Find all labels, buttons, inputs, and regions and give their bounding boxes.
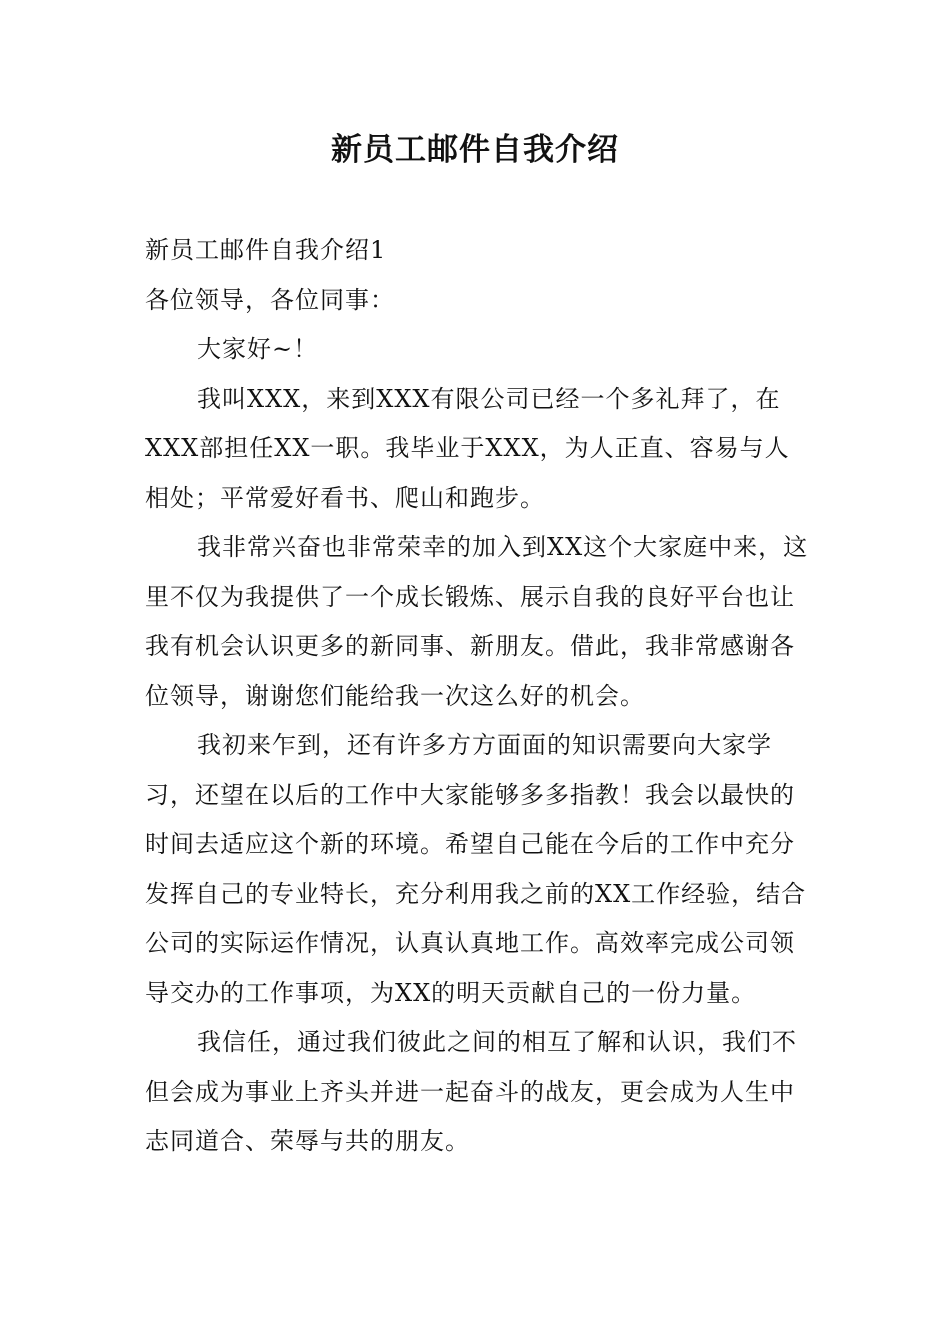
salutation: 各位领导，各位同事： [145,285,395,314]
commitment-paragraph: 我初来乍到，还有许多方方面面的知识需要向大家学习，还望在以后的工作中大家能够多多指教！我会以最快的时间去适应这个新的环境。希望自己能在今后的工作中充分发挥自己的专业特长，充分利用我之前的XX工作经验，结合公司的实际运作情况，认真认真地工作。高效率完成公司领导交办的工作事项，为XX的明天贡献自己的一份力量。 [145,731,807,1007]
gratitude-paragraph: 我非常兴奋也非常荣幸的加入到XX这个大家庭中来，这里不仅为我提供了一个成长锻炼、展示自我的良好平台也让我有机会认识更多的新同事、新朋友。借此，我非常感谢各位领导，谢谢您们能给我一次这么好的机会。 [145,533,809,710]
intro-paragraph: 我叫XXX，来到XXX有限公司已经一个多礼拜了，在XXX部担任XX一职。我毕业于XXX，为人正直、容易与人相处；平常爱好看书、爬山和跑步。 [145,384,790,512]
closing-paragraph: 我信任，通过我们彼此之间的相互了解和认识，我们不但会成为事业上齐头并进一起奋斗的战友，更会成为人生中志同道合、荣辱与共的朋友。 [145,1028,797,1155]
document-title: 新员工邮件自我介绍 [331,132,619,168]
section-heading: 新员工邮件自我介绍1 [145,236,387,264]
greeting-paragraph: 大家好~！ [197,335,319,363]
document-body [145,226,810,1167]
